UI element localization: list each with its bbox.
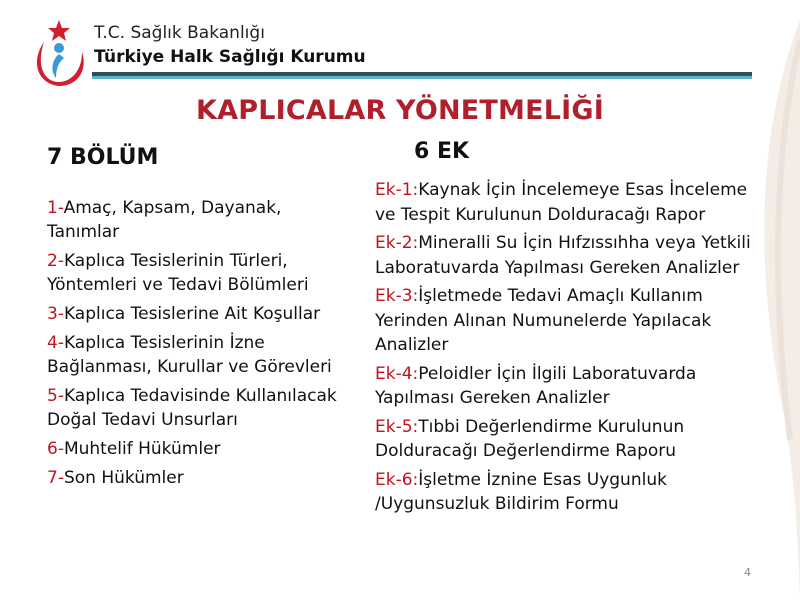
annex-item (375, 231, 760, 280)
annex-number: Ek-4: (375, 363, 419, 384)
section-text: Amaç, Kapsam, Dayanak, Tanımlar (47, 198, 282, 242)
section-item (47, 384, 352, 432)
section-item (47, 437, 352, 461)
annex-number: Ek-1: (375, 180, 419, 200)
annex-item (375, 468, 760, 517)
annex-text: Peloidler İçin İlgili Laboratuvarda Yapılması Gereken Analizler (375, 363, 697, 408)
institute-name: Türkiye Halk Sağlığı Kurumu (94, 47, 366, 67)
section-number: 6- (47, 439, 64, 459)
section-number: 5- (47, 386, 64, 406)
section-item (47, 249, 352, 297)
section-text: Kaplıca Tesislerine Ait Koşullar (63, 304, 321, 324)
section-number: 2- (47, 251, 64, 271)
annex-number: Ek-6: (375, 469, 419, 490)
section-text: Kaplıca Tesislerinin Türleri, Yöntemleri ve Tedavi Bölümleri (47, 251, 309, 295)
section-number: 4- (47, 333, 64, 353)
annex-item (375, 415, 760, 464)
ministry-name: T.C. Sağlık Bakanlığı (94, 23, 265, 43)
annex-item (375, 284, 760, 358)
section-item (47, 302, 352, 326)
annex-item (375, 178, 760, 227)
right-column-heading: 6 EK (414, 139, 470, 164)
section-number: 7- (47, 468, 64, 488)
annex-number: Ek-2: (375, 233, 419, 253)
page-number: 4 (744, 566, 751, 579)
annex-text: Mineralli Su İçin Hıfzıssıhha veya Yetkili Laboratuvarda Yapılması Gereken Analizler (375, 233, 751, 278)
section-text: Muhtelif Hükümler (63, 439, 221, 459)
annex-text: İşletmede Tedavi Amaçlı Kullanım Yerinden Alınan Numunelerde Yapılacak Analizler (375, 286, 712, 355)
annex-text: Kaynak İçin İncelemeye Esas İnceleme ve Tespit Kurulunun Dolduracağı Rapor (375, 180, 748, 225)
header-rule-light (92, 76, 752, 79)
section-list (47, 196, 352, 495)
annex-text: İşletme İznine Esas Uygunluk /Uygunsuzluk Bildirim Formu (375, 469, 667, 514)
annex-list (375, 178, 760, 521)
section-text: Kaplıca Tesislerinin İzne Bağlanması, Kurullar ve Görevleri (47, 333, 332, 377)
section-number: 3- (47, 304, 64, 324)
ministry-logo-icon (26, 12, 92, 90)
annex-number: Ek-3: (375, 286, 419, 306)
section-item (47, 466, 352, 490)
annex-text: Tıbbi Değerlendirme Kurulunun Dolduracağı Değerlendirme Raporu (375, 416, 685, 461)
section-text: Son Hükümler (63, 468, 184, 488)
section-text: Kaplıca Tedavisinde Kullanılacak Doğal Tedavi Unsurları (47, 386, 337, 430)
left-column-heading: 7 BÖLÜM (47, 145, 159, 170)
section-number: 1- (47, 198, 64, 218)
slide-title: KAPLICALAR YÖNETMELİĞİ (195, 95, 605, 126)
annex-number: Ek-5: (375, 416, 419, 437)
section-item (47, 196, 352, 244)
annex-item (375, 362, 760, 411)
section-item (47, 331, 352, 379)
